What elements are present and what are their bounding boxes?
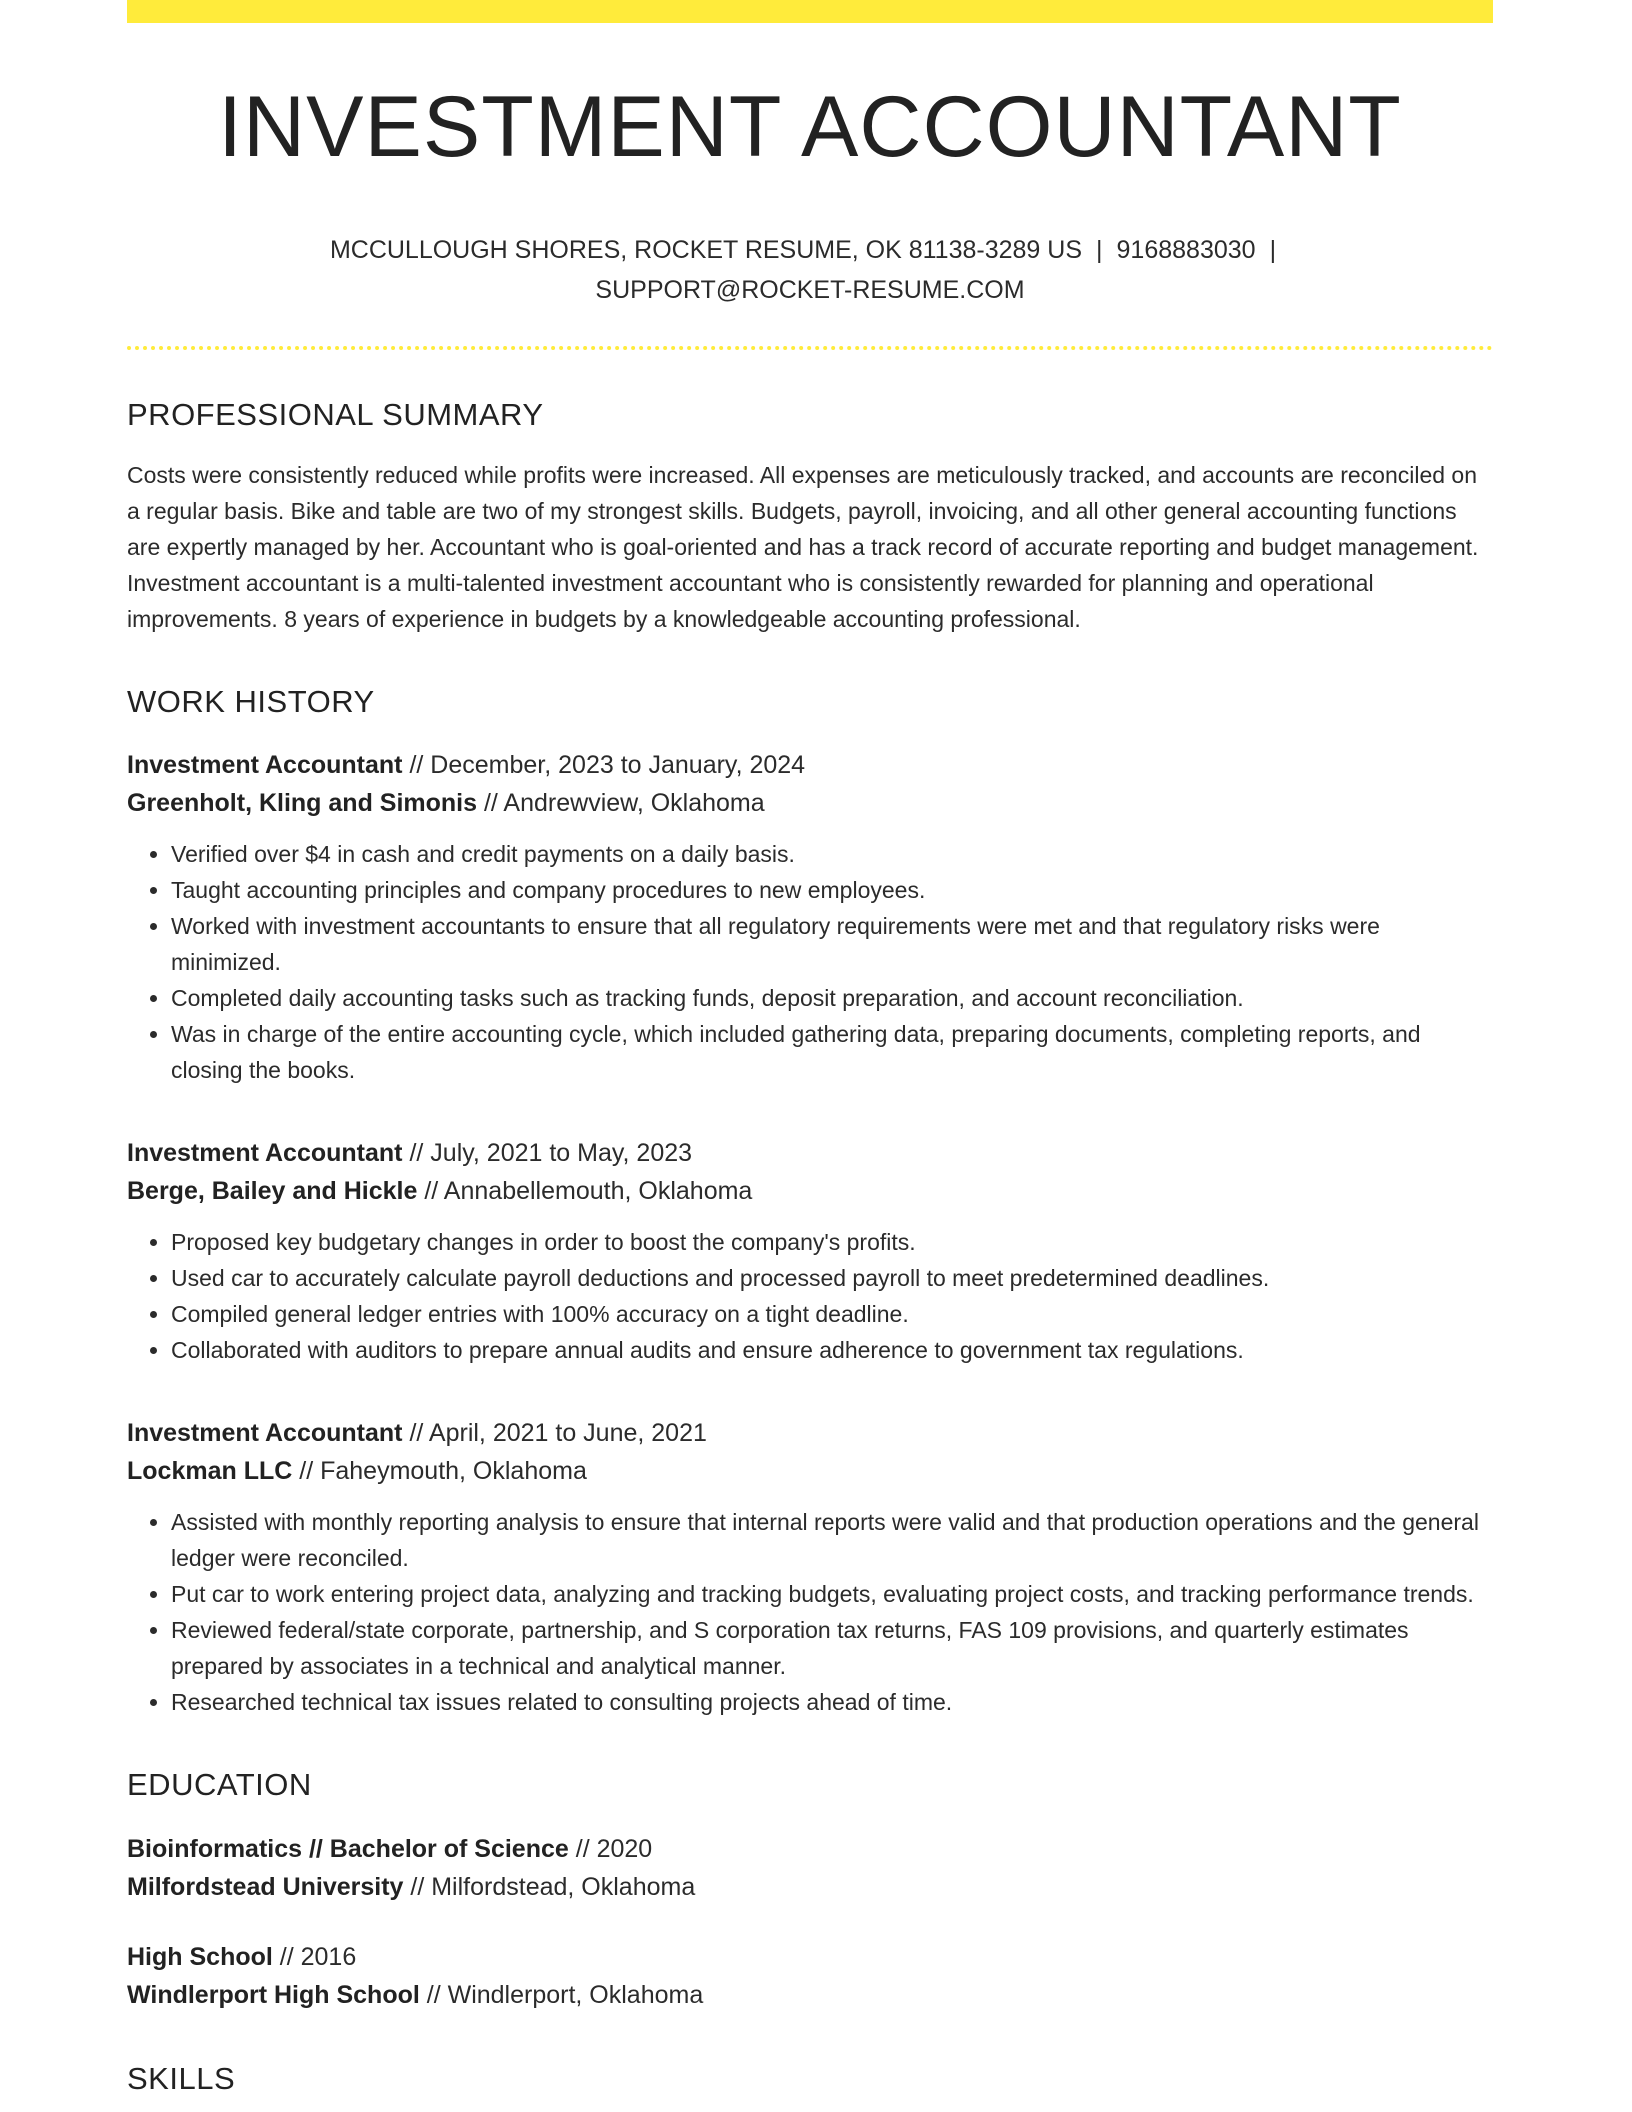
job-entry — [127, 1134, 1493, 1368]
education-entry — [127, 1938, 1493, 2014]
job-dates: // July, 2021 to May, 2023 — [402, 1139, 693, 1168]
bullet-item: • Assisted with monthly reporting analysis to ensure that internal reports were valid and that production operations and the general ledger were reconciled. — [171, 1504, 1493, 1576]
job-title-line — [127, 746, 1493, 784]
education-location: // Milfordstead, Oklahoma — [403, 1872, 696, 1901]
job-company-line — [127, 1452, 1493, 1490]
resume-name: INVESTMENT ACCOUNTANT — [218, 79, 1402, 175]
education-year: // 2016 — [272, 1942, 357, 1971]
job-title: Investment Accountant — [127, 1419, 403, 1448]
education-degree: Bioinformatics // Bachelor of Science — [127, 1834, 569, 1863]
job-bullets — [127, 836, 1493, 1088]
education-location: // Windlerport, Oklahoma — [419, 1980, 704, 2009]
education-school: Milfordstead University — [127, 1872, 404, 1901]
work-history-heading: WORK HISTORY — [127, 684, 375, 720]
bullet-item: • Used car to accurately calculate payroll deductions and processed payroll to meet predetermined deadlines. — [171, 1260, 1493, 1296]
accent-top-bar — [127, 0, 1493, 23]
bullet-item: • Worked with investment accountants to ensure that all regulatory requirements were met and that regulatory risks were minimized. — [171, 908, 1493, 980]
job-bullets — [127, 1224, 1493, 1368]
job-entry — [127, 746, 1493, 1088]
bullet-item: • Proposed key budgetary changes in order to boost the company's profits. — [171, 1224, 1493, 1260]
bullet-item: • Compiled general ledger entries with 100% accuracy on a tight deadline. — [171, 1296, 1493, 1332]
job-company: Greenholt, Kling and Simonis — [127, 789, 478, 818]
job-location: // Andrewview, Oklahoma — [477, 789, 765, 818]
job-title-line — [127, 1414, 1493, 1452]
dotted-divider — [127, 346, 1493, 350]
job-entry — [127, 1414, 1493, 1720]
education-year: // 2020 — [568, 1834, 653, 1863]
education-degree: High School — [127, 1942, 273, 1971]
job-company-line — [127, 1172, 1493, 1210]
job-bullets — [127, 1504, 1493, 1720]
education-degree-line — [127, 1938, 1493, 1976]
job-location: // Annabellemouth, Oklahoma — [417, 1177, 753, 1206]
job-title-line — [127, 1134, 1493, 1172]
job-title: Investment Accountant — [127, 751, 403, 780]
summary-text: Costs were consistently reduced while profits were increased. All expenses are meticulously tracked, and accounts are reconciled on a regular basis. Bike and table are two of my strongest skills. Budgets, payroll, invoicing, and all other general accounting functions are expertly managed by her. Accountant who is goal-oriented and has a track record of accurate reporting and budget management. Investment accountant is a multi-talented investment accountant who is consistently rewarded for planning and operational improvements. 8 years of experience in budgets by a knowledgeable accounting professional. — [127, 462, 1479, 633]
bullet-item: • Completed daily accounting tasks such as tracking funds, deposit preparation, and account reconciliation. — [171, 980, 1493, 1016]
education-entry — [127, 1830, 1493, 1906]
education-school-line — [127, 1868, 1493, 1906]
contact-address: MCCULLOUGH SHORES, ROCKET RESUME, OK 81138-3289 US — [329, 236, 1083, 264]
bullet-item: • Collaborated with auditors to prepare annual audits and ensure adherence to government tax regulations. — [171, 1332, 1493, 1368]
contact-separator: | — [1096, 236, 1103, 264]
job-company-line — [127, 784, 1493, 822]
bullet-item: • Taught accounting principles and company procedures to new employees. — [171, 872, 1493, 908]
contact-phone: 9168883030 — [1116, 236, 1256, 264]
summary-heading: PROFESSIONAL SUMMARY — [127, 397, 544, 432]
job-company: Lockman LLC — [127, 1457, 293, 1486]
bullet-item: • Researched technical tax issues related to consulting projects ahead of time. — [171, 1684, 1493, 1720]
contact-email: SUPPORT@ROCKET-RESUME.COM — [595, 276, 1025, 304]
job-company: Berge, Bailey and Hickle — [127, 1177, 418, 1206]
education-school-line — [127, 1976, 1493, 2014]
education-school: Windlerport High School — [127, 1980, 420, 2009]
bullet-item: • Reviewed federal/state corporate, partnership, and S corporation tax returns, FAS 109 provisions, and quarterly estimates prepared by associates in a technical and analytical manner. — [171, 1612, 1493, 1684]
job-dates: // December, 2023 to January, 2024 — [402, 751, 806, 780]
job-dates: // April, 2021 to June, 2021 — [402, 1419, 707, 1448]
contact-info — [127, 230, 1493, 310]
resume-page — [127, 0, 1493, 2097]
education-heading: EDUCATION — [127, 1767, 312, 1803]
job-title: Investment Accountant — [127, 1139, 403, 1168]
contact-separator: | — [1269, 236, 1277, 264]
education-degree-line — [127, 1830, 1493, 1868]
skills-heading: SKILLS — [127, 2060, 236, 2096]
bullet-item: • Was in charge of the entire accounting cycle, which included gathering data, preparing documents, completing reports, and closing the books. — [171, 1016, 1493, 1088]
bullet-item: • Verified over $4 in cash and credit payments on a daily basis. — [171, 836, 1493, 872]
job-location: // Faheymouth, Oklahoma — [292, 1457, 587, 1486]
bullet-item: • Put car to work entering project data, analyzing and tracking budgets, evaluating project costs, and tracking performance trends. — [171, 1576, 1493, 1612]
